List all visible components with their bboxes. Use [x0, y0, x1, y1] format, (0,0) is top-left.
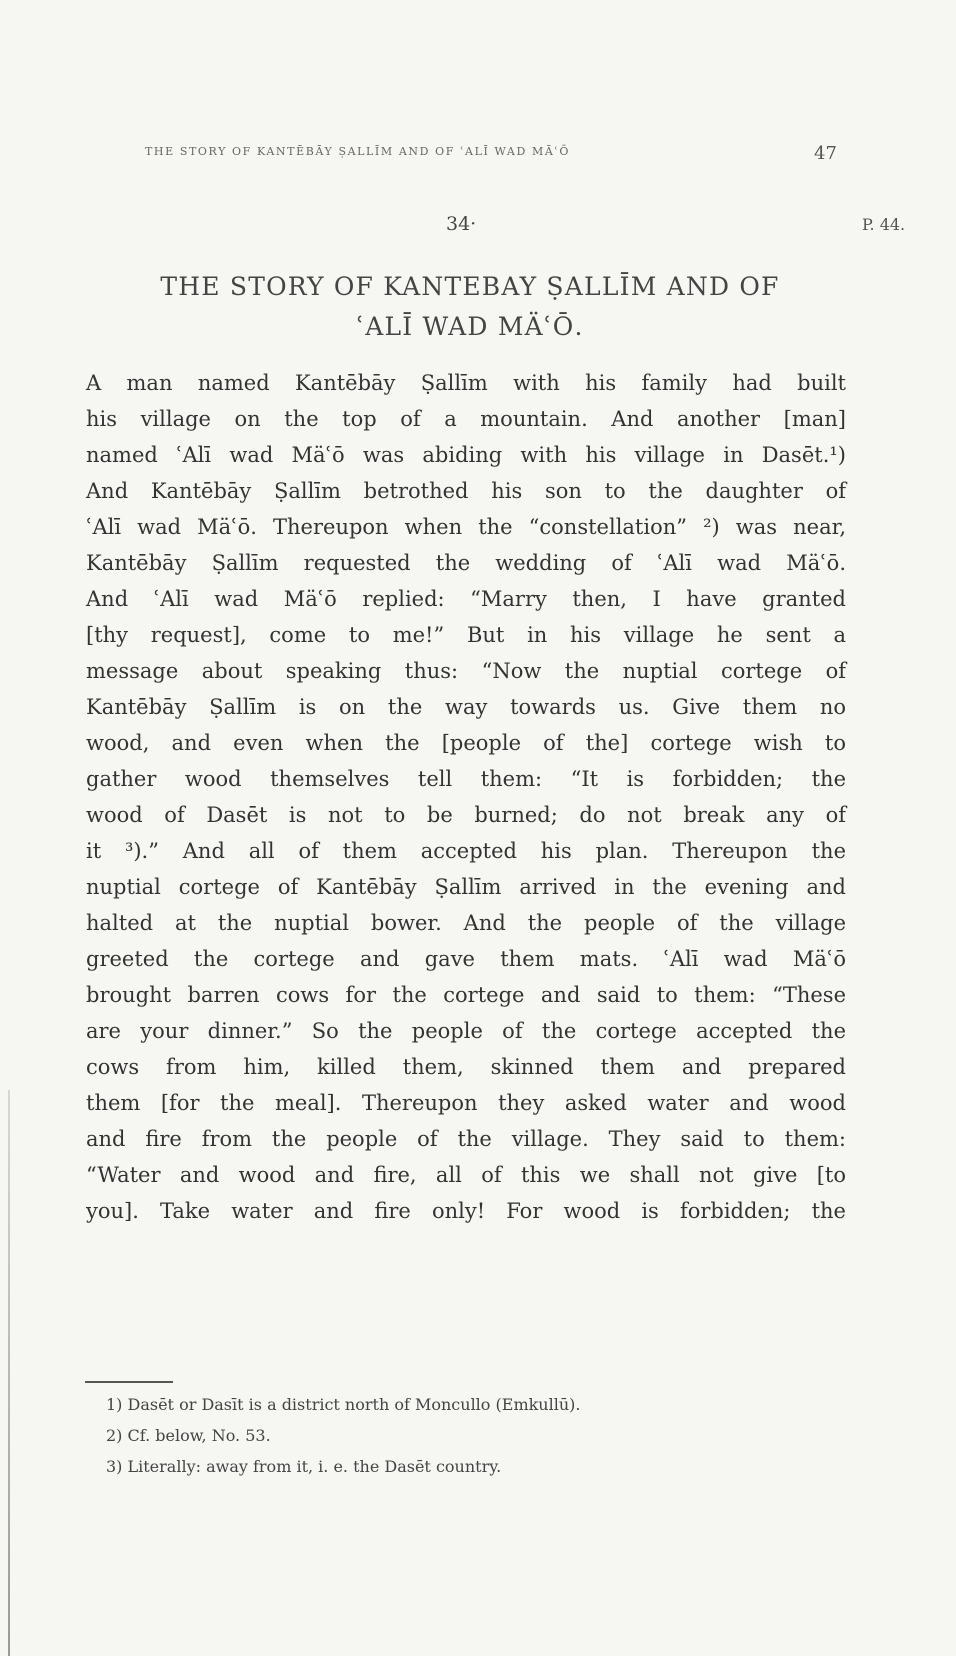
footnote-2: 2) Cf. below, No. 53. — [106, 1426, 271, 1445]
body-line: Kantēbāy Ṣallīm is on the way towards us. Give them no — [86, 695, 846, 719]
body-line: named ʿAlī wad Mäʿō was abiding with his village in Dasēt.¹) — [86, 443, 846, 467]
body-line: them [for the meal]. Thereupon they asked water and wood — [86, 1091, 846, 1115]
body-line: halted at the nuptial bower. And the people of the village — [86, 911, 846, 935]
section-number: 34· — [446, 213, 477, 235]
page-binding-edge — [8, 1090, 10, 1656]
body-line: and fire from the people of the village. They said to them: — [86, 1127, 846, 1151]
body-line: his village on the top of a mountain. And another [man] — [86, 407, 846, 431]
footnote-divider — [85, 1381, 173, 1383]
story-title-line-2: ʿALĪ WAD MÄʿŌ. — [356, 312, 584, 341]
body-line: And ʿAlī wad Mäʿō replied: “Marry then, I have granted — [86, 587, 846, 611]
body-line: brought barren cows for the cortege and said to them: “These — [86, 983, 846, 1007]
story-title-line-1: THE STORY OF KANTEBAY ṢALLĪM AND OF — [160, 272, 780, 301]
body-line: Kantēbāy Ṣallīm requested the wedding of ʿAlī wad Mäʿō. — [86, 551, 846, 575]
footnotes — [106, 1389, 826, 1482]
body-line: “Water and wood and fire, all of this we shall not give [to — [86, 1163, 846, 1187]
body-line: wood, and even when the [people of the] cortege wish to — [86, 731, 846, 755]
body-line: message about speaking thus: “Now the nuptial cortege of — [86, 659, 846, 683]
body-line: are your dinner.” So the people of the cortege accepted the — [86, 1019, 846, 1043]
running-head: THE STORY OF KANTĒBĀY ṢALLĪM AND OF ʿALĪ WAD MĀʿŌ — [145, 145, 570, 158]
footnote-1: 1) Dasēt or Dasīt is a district north of Moncullo (Emkullū). — [106, 1395, 581, 1414]
body-line: greeted the cortege and gave them mats. ʿAlī wad Mäʿō — [86, 947, 846, 971]
body-line: you]. Take water and fire only! For wood is forbidden; the — [86, 1199, 846, 1223]
body-line: And Kantēbāy Ṣallīm betrothed his son to the daughter of — [86, 479, 846, 503]
story-body — [86, 365, 846, 1229]
body-line: A man named Kantēbāy Ṣallīm with his family had built — [86, 371, 846, 395]
body-line: gather wood themselves tell them: “It is forbidden; the — [86, 767, 846, 791]
body-line: cows from him, killed them, skinned them and prepared — [86, 1055, 846, 1079]
body-line: it ³).” And all of them accepted his plan. Thereupon the — [86, 839, 846, 863]
body-line: [thy request], come to me!” But in his village he sent a — [86, 623, 846, 647]
body-line: ʿAlī wad Mäʿō. Thereupon when the “constellation” ²) was near, — [86, 515, 846, 539]
footnote-3: 3) Literally: away from it, i. e. the Dasēt country. — [106, 1457, 502, 1476]
page-number: 47 — [814, 143, 837, 164]
body-line: nuptial cortege of Kantēbāy Ṣallīm arrived in the evening and — [86, 875, 846, 899]
parallel-text-reference: P. 44. — [862, 215, 906, 234]
body-line: wood of Dasēt is not to be burned; do not break any of — [86, 803, 846, 827]
story-title — [60, 267, 880, 347]
